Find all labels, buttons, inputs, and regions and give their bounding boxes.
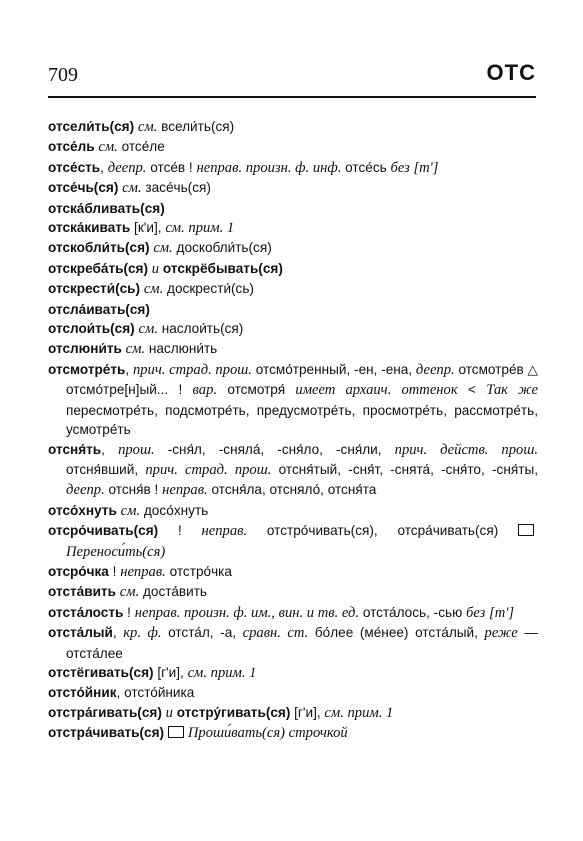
italic-label: Проши́вать(ся) строчкой bbox=[187, 725, 348, 742]
italic-label: см. bbox=[120, 502, 141, 519]
entry-text: отстро́чка bbox=[165, 563, 232, 579]
running-head: ОТС bbox=[486, 60, 536, 85]
italic-label: Переноси́ть(ся) bbox=[66, 543, 166, 560]
italic-label: имеет архаич. оттенок bbox=[295, 382, 458, 399]
italic-label: сравн. ст. bbox=[242, 625, 309, 642]
italic-label: см. bbox=[98, 139, 118, 156]
dictionary-entry bbox=[48, 158, 538, 178]
entry-text: отста́лось, -сью bbox=[359, 604, 467, 620]
entry-text: всели́ть(ся) bbox=[157, 119, 235, 134]
dictionary-entry bbox=[48, 199, 538, 218]
entry-text: отсмо́тренный, -ен, -ена, bbox=[251, 361, 416, 377]
headword: отсла́ивать(ся) bbox=[48, 301, 150, 317]
italic-label: прич. действ. прош. bbox=[394, 441, 538, 458]
synonym-box-icon bbox=[168, 726, 184, 738]
italic-label: см. bbox=[143, 281, 164, 298]
italic-label: и bbox=[151, 260, 160, 277]
dictionary-entry bbox=[48, 663, 538, 683]
entry-text: -сня́л, -сняла́, -сня́ло, -сня́ли, bbox=[154, 441, 395, 457]
headword: отскрёбывать(ся) bbox=[162, 260, 283, 276]
dictionary-entry bbox=[48, 703, 538, 723]
headword: отслюни́ть bbox=[48, 341, 122, 357]
entry-text: < bbox=[457, 382, 487, 398]
italic-label: см. прим. 1 bbox=[187, 664, 257, 681]
headword: отслои́ть(ся) bbox=[48, 321, 135, 337]
entry-text: ! bbox=[158, 523, 202, 539]
italic-label: вар. bbox=[192, 382, 218, 399]
italic-label: прош. bbox=[118, 441, 155, 458]
entry-text: бо́лее (ме́нее) отста́лый, bbox=[308, 625, 485, 641]
italic-label: см. bbox=[125, 341, 146, 358]
italic-label: неправ. bbox=[162, 482, 208, 499]
entry-text: [к'и], bbox=[130, 220, 166, 236]
headword: отска́бливать(ся) bbox=[48, 200, 165, 216]
italic-label: неправ. bbox=[201, 523, 248, 540]
italic-label: деепр. bbox=[66, 482, 105, 499]
italic-label: неправ. произн. ф. им., вин. и тв. ед. bbox=[134, 604, 360, 621]
headword: отсмотре́ть bbox=[48, 361, 126, 377]
entry-text: отсня́ла, отсняло́, отсня́та bbox=[207, 482, 377, 498]
headword: отскреба́ть(ся) bbox=[48, 260, 149, 276]
entry-text: наслои́ть(ся) bbox=[157, 321, 244, 337]
dictionary-entry bbox=[48, 623, 538, 663]
dictionary-entry bbox=[48, 137, 538, 157]
italic-label: Так же bbox=[486, 382, 538, 399]
italic-label: неправ. bbox=[120, 563, 166, 580]
headword: отстра́чивать(ся) bbox=[48, 725, 165, 741]
page-number: 709 bbox=[48, 64, 78, 86]
entry-text: , bbox=[100, 159, 108, 175]
dictionary-entry bbox=[48, 218, 538, 238]
italic-label: деепр. bbox=[107, 159, 147, 176]
headword: отста́лый bbox=[48, 625, 113, 641]
entry-text: пересмотре́ть, подсмотре́ть, предусмотре́ть, просмотре́ть, рассмотре́ть, усмотре́ть bbox=[66, 402, 538, 438]
entry-text: , отсто́йника bbox=[116, 685, 195, 701]
entry-text: [г'и], bbox=[153, 664, 188, 680]
dictionary-entry bbox=[48, 117, 538, 137]
header-rule bbox=[48, 96, 536, 98]
italic-label: см. bbox=[119, 584, 140, 601]
entry-text: отсня́в ! bbox=[104, 482, 163, 498]
headword: отстра́гивать(ся) bbox=[48, 704, 162, 720]
headword: отсели́ть(ся) bbox=[48, 119, 135, 134]
entry-text: наслюни́ть bbox=[145, 341, 218, 357]
italic-label: без [т'] bbox=[390, 159, 439, 176]
dictionary-entry bbox=[48, 582, 538, 602]
italic-label: см. прим. 1 bbox=[324, 704, 394, 721]
dictionary-entry bbox=[48, 521, 538, 562]
italic-label: см. прим. 1 bbox=[165, 220, 235, 237]
page-header bbox=[48, 58, 536, 92]
italic-label: прич. страд. прош. bbox=[132, 361, 252, 378]
synonym-box-icon bbox=[518, 524, 534, 536]
headword: отсо́хнуть bbox=[48, 502, 117, 518]
dictionary-entry bbox=[48, 562, 538, 582]
italic-label: и bbox=[165, 704, 173, 721]
headword: отсро́чивать(ся) bbox=[48, 523, 159, 539]
entry-text: [г'и], bbox=[290, 704, 325, 720]
entry-list bbox=[48, 117, 538, 744]
italic-label: деепр. bbox=[415, 361, 455, 378]
headword: отстёгивать(ся) bbox=[48, 664, 154, 680]
entry-text: , bbox=[101, 441, 119, 457]
headword: отска́кивать bbox=[48, 220, 131, 236]
entry-text: засе́чь(ся) bbox=[141, 180, 211, 196]
entry-text: ! bbox=[123, 604, 135, 620]
italic-label: см. bbox=[153, 240, 173, 257]
italic-label: см. bbox=[138, 321, 158, 338]
entry-text: доскрести́(сь) bbox=[163, 281, 254, 297]
headword: отсе́чь(ся) bbox=[48, 180, 119, 196]
headword: отста́лость bbox=[48, 604, 124, 620]
headword: отстру́гивать(ся) bbox=[176, 704, 291, 720]
dictionary-entry bbox=[48, 259, 538, 279]
dictionary-entry bbox=[48, 339, 538, 359]
headword: отсня́ть bbox=[48, 441, 102, 457]
dictionary-entry bbox=[48, 178, 538, 198]
entry-text: отсмотря́ bbox=[217, 382, 296, 398]
dictionary-entry bbox=[48, 238, 538, 258]
entry-text: — отста́лее bbox=[66, 625, 538, 661]
italic-label: см. bbox=[137, 119, 158, 135]
italic-label: без [т'] bbox=[466, 604, 515, 621]
entry-text: , bbox=[112, 625, 124, 641]
entry-text: отсе́сь bbox=[341, 159, 391, 175]
entry-text: доскобли́ть(ся) bbox=[172, 240, 272, 256]
entry-text: отсе́в ! bbox=[146, 159, 197, 175]
dictionary-entry bbox=[48, 683, 538, 702]
italic-label: реже bbox=[484, 625, 518, 642]
entry-text: отста́л, -а, bbox=[161, 625, 243, 641]
dictionary-entry bbox=[48, 279, 538, 299]
dictionary-entry bbox=[48, 300, 538, 319]
headword: отскобли́ть(ся) bbox=[48, 240, 150, 256]
dictionary-entry bbox=[48, 501, 538, 521]
entry-text: отсмотре́в △ отсмо́тре[н]ый... ! bbox=[66, 361, 538, 398]
entry-text: ! bbox=[108, 563, 121, 579]
dictionary-entry bbox=[48, 360, 538, 440]
headword: отсе́сть bbox=[48, 159, 101, 175]
italic-label: см. bbox=[122, 180, 142, 197]
dictionary-entry bbox=[48, 603, 538, 623]
headword: отста́вить bbox=[48, 584, 116, 600]
entry-text: доста́вить bbox=[139, 584, 208, 600]
italic-label: неправ. произн. ф. инф. bbox=[196, 159, 342, 176]
dictionary-entry bbox=[48, 723, 538, 743]
dictionary-entry bbox=[48, 440, 538, 501]
headword: отсе́ль bbox=[48, 139, 95, 155]
entry-text: досо́хнуть bbox=[140, 502, 209, 518]
italic-label: кр. ф. bbox=[123, 625, 162, 642]
headword: отсто́йник bbox=[48, 685, 117, 701]
headword: отсро́чка bbox=[48, 563, 109, 579]
italic-label: прич. страд. прош. bbox=[145, 461, 272, 478]
dictionary-entry bbox=[48, 319, 538, 339]
entry-text: отсня́вший, bbox=[66, 461, 146, 477]
entry-text: отстро́чивать(ся), отсра́чивать(ся) bbox=[247, 523, 518, 539]
headword: отскрести́(сь) bbox=[48, 281, 141, 297]
entry-text: , bbox=[125, 361, 133, 377]
entry-text: отсня́тый, -сня́т, -снята́, -сня́то, -сня́ты, bbox=[271, 461, 538, 477]
entry-text: отсе́ле bbox=[117, 139, 165, 155]
